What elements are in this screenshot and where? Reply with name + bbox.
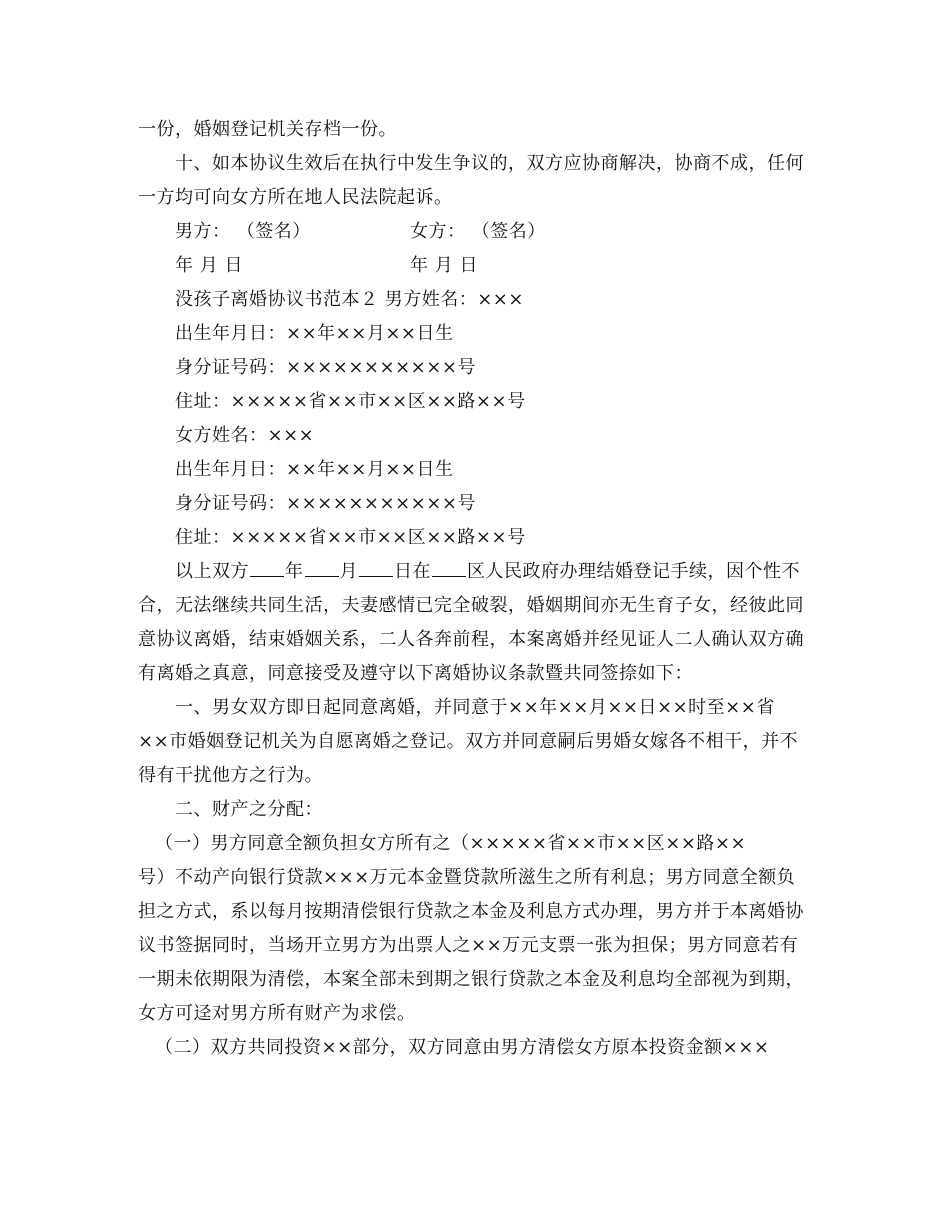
- text-line: 女方可迳对男方所有财产为求偿。: [138, 1003, 416, 1024]
- text-line: 身分证号码：×××××××××××号: [175, 357, 476, 378]
- text-line: ××市婚姻登记机关为自愿离婚之登记。双方并同意嗣后男婚女嫁各不相干，并不: [138, 731, 799, 752]
- text-line: 一方均可向女方所在地人民法院起诉。: [138, 187, 453, 208]
- signature-row: [175, 220, 775, 244]
- text-line: 一期未依期限为清偿，本案全部未到期之银行贷款之本金及利息均全部视为到期，: [138, 969, 804, 990]
- text-line: （一）男方同意全额负担女方所有之（×××××省××市××区××路××: [155, 833, 747, 854]
- blank-field: [305, 560, 339, 577]
- text-line: （二）双方共同投资××部分，双方同意由男方清偿女方原本投资金额×××: [155, 1037, 770, 1058]
- section-heading: 二、财产之分配：: [175, 799, 323, 820]
- male-date-label: 年 月 日: [175, 255, 243, 276]
- text-line: 女方姓名：×××: [175, 425, 315, 446]
- text-line-with-blanks: 以上双方 年 月 日在 区人民政府办理结婚登记手续，因个性不: [175, 561, 800, 582]
- text-line: 出生年月日：××年××月××日生: [175, 323, 454, 344]
- text-line: 得有干扰他方之行为。: [138, 765, 323, 786]
- female-signature-label: 女方： （签名）: [410, 221, 546, 242]
- text-line: 有离婚之真意，同意接受及遵守以下离婚协议条款暨共同签捺如下：: [138, 663, 693, 684]
- text-line: 住址：×××××省××市××区××路××号: [175, 527, 526, 548]
- text-line: 号）不动产向银行贷款×××万元本金暨贷款所滋生之所有利息；男方同意全额负: [138, 867, 796, 888]
- female-date-label: 年 月 日: [410, 255, 478, 276]
- text-line: 担之方式，系以每月按期清偿银行贷款之本金及利息方式办理，男方并于本离婚协: [138, 901, 804, 922]
- text-line: 身分证号码：×××××××××××号: [175, 493, 476, 514]
- text-line: 十、如本协议生效后在执行中发生争议的，双方应协商解决，协商不成，任何: [175, 153, 804, 174]
- text-line: 住址：×××××省××市××区××路××号: [175, 391, 526, 412]
- date-row: [175, 254, 775, 278]
- male-signature-label: 男方： （签名）: [175, 221, 311, 242]
- blank-field: [250, 560, 284, 577]
- text-line: 议书签据同时，当场开立男方为出票人之××万元支票一张为担保；男方同意若有: [138, 935, 799, 956]
- text-line: 出生年月日：××年××月××日生: [175, 459, 454, 480]
- text-line: 没孩子离婚协议书范本２ 男方姓名：×××: [175, 289, 524, 310]
- blank-field: [432, 560, 466, 577]
- text-line: 意协议离婚，结束婚姻关系，二人各奔前程，本案离婚并经见证人二人确认双方确: [138, 629, 804, 650]
- text-line: 一份，婚姻登记机关存档一份。: [138, 119, 397, 140]
- blank-field: [359, 560, 393, 577]
- text-line: 一、男女双方即日起同意离婚，并同意于××年××月××日××时至××省: [175, 697, 775, 718]
- text-line: 合，无法继续共同生活，夫妻感情已完全破裂，婚姻期间亦无生育子女，经彼此同: [138, 595, 804, 616]
